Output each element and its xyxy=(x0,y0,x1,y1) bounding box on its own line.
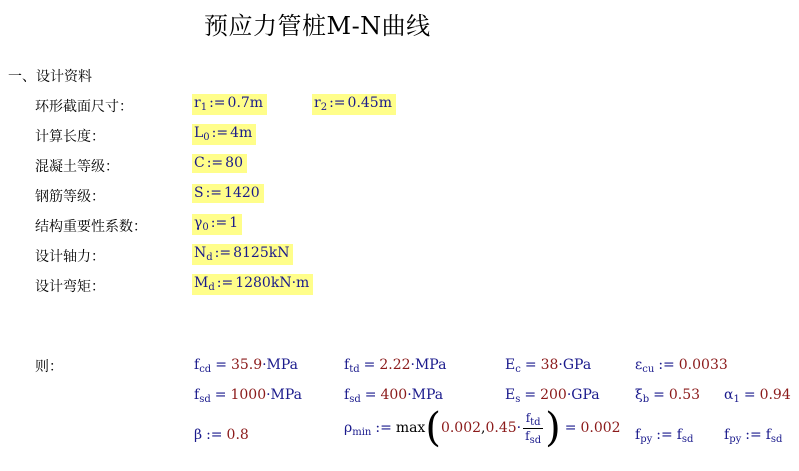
ec-value: 38 xyxy=(540,357,559,373)
r2-sub: 2 xyxy=(320,102,328,113)
fsd-prime-result: $f_{sd} = 400\cdot MPa$ xyxy=(344,387,444,405)
nd-var: N xyxy=(194,245,207,261)
l0-sub: 0 xyxy=(203,132,210,143)
r2-var: r xyxy=(314,95,321,111)
es-sub: s xyxy=(515,394,521,405)
l0-var: L xyxy=(194,125,204,141)
bending-moment-label: 设计弯矩： xyxy=(35,279,105,295)
ftd-sub: td xyxy=(349,364,360,375)
fpy1-var: f xyxy=(635,427,641,443)
rho-arg-b: 0.45 xyxy=(485,420,517,436)
nd-sub: d xyxy=(206,252,213,263)
concrete-grade-label: 混凝土等级： xyxy=(35,159,119,175)
fsd-prime-var: f xyxy=(344,387,350,403)
fpy1-rhs-sub: sd xyxy=(681,434,694,445)
r1-input[interactable]: $r_1$ := 0.7m xyxy=(192,94,267,115)
frac-num-var: f xyxy=(525,410,531,425)
importance-factor-label: 结构重要性系数： xyxy=(35,219,147,235)
r1-sub: 1 xyxy=(200,102,208,113)
xib-result: $\xi_b = 0.53$ xyxy=(635,387,701,405)
fcd-unit: ·MPa xyxy=(262,357,299,373)
beta-result: β := 0.8 xyxy=(194,427,249,443)
ftd-value: 2.22 xyxy=(379,357,411,373)
ftd-var: f xyxy=(344,357,350,373)
ring-size-label: 环形截面尺寸： xyxy=(35,99,133,115)
xib-sub: b xyxy=(642,394,650,405)
ec-result: $E_c = 38\cdot GPa$ xyxy=(505,357,592,375)
s-value: 1420 xyxy=(224,185,260,201)
fpy2-var: f xyxy=(724,427,730,443)
es-var: E xyxy=(505,387,516,403)
ecu-value: 0.0033 xyxy=(678,357,728,373)
rho-var: ρ xyxy=(344,420,353,436)
nd-input[interactable]: $N_d$ := 8125kN xyxy=(192,244,293,265)
r1-var: r xyxy=(194,95,201,111)
md-value: 1280kN·m xyxy=(235,275,310,291)
r2-value: 0.45m xyxy=(347,95,392,111)
md-var: M xyxy=(194,275,209,291)
fpy1-sub: py xyxy=(640,434,653,445)
s-var: S xyxy=(194,185,204,201)
ftd-unit: ·MPa xyxy=(410,357,447,373)
xib-var: ξ xyxy=(635,387,643,403)
calc-length-label: 计算长度： xyxy=(35,129,105,145)
gamma-sub: 0 xyxy=(202,222,209,233)
fsd-prime-sub: sd xyxy=(349,394,361,405)
axial-force-label: 设计轴力： xyxy=(35,249,105,265)
fpy2-sub: py xyxy=(729,434,742,445)
fcd-sub: cd xyxy=(199,364,212,375)
fsd-sub: sd xyxy=(199,394,211,405)
md-input[interactable]: $M_d$ := 1280kN·m xyxy=(192,274,313,295)
steel-grade-input[interactable]: S := 1420 xyxy=(192,184,264,203)
beta-var: β xyxy=(194,427,203,443)
fpy1-rhs-var: f xyxy=(676,427,682,443)
ftd-over-fsd-fraction xyxy=(523,411,543,446)
l0-value: 4m xyxy=(230,125,253,141)
right-paren: ) xyxy=(545,405,561,451)
md-sub: d xyxy=(208,282,215,293)
frac-den-sub: sd xyxy=(529,434,542,446)
c-value: 80 xyxy=(225,155,243,171)
nd-value: 8125kN xyxy=(233,245,290,261)
steel-grade-label: 钢筋等级： xyxy=(35,189,105,205)
fcd-value: 35.9 xyxy=(230,357,263,373)
fsd-prime-value: 400 xyxy=(380,387,408,403)
ecu-result: $\varepsilon_{cu}$ := 0.0033 xyxy=(635,357,728,375)
left-paren: ( xyxy=(425,405,441,451)
r2-input[interactable]: $r_2$ := 0.45m xyxy=(312,94,396,115)
fsd-result: $f_{sd} = 1000\cdot MPa$ xyxy=(194,387,303,405)
ftd-result: $f_{td} = 2.22\cdot MPa$ xyxy=(344,357,447,375)
ecu-var: ε xyxy=(635,357,643,373)
c-var: C xyxy=(194,155,205,171)
es-result: $E_s = 200\cdot GPa$ xyxy=(505,387,600,405)
xib-value: 0.53 xyxy=(668,387,701,403)
fpy2-rhs-var: f xyxy=(765,427,771,443)
alpha1-result: $\alpha_1 = 0.94$ xyxy=(724,387,791,405)
es-unit: ·GPa xyxy=(566,387,600,403)
ec-var: E xyxy=(505,357,516,373)
rho-sub: min xyxy=(352,427,372,438)
alpha1-sub: 1 xyxy=(733,394,740,405)
ec-unit: ·GPa xyxy=(558,357,592,373)
alpha1-value: 0.94 xyxy=(759,387,791,403)
rho-arg-a: 0.002 xyxy=(440,420,482,436)
ecu-sub: cu xyxy=(642,364,655,375)
gamma-value: 1 xyxy=(229,215,239,231)
gamma0-input[interactable]: $\gamma_0$ := 1 xyxy=(192,214,242,235)
section-heading: 一、设计资料 xyxy=(8,69,92,85)
fcd-var: f xyxy=(194,357,200,373)
fpy2-result: $f_{py}$ := $f_{sd}$ xyxy=(724,427,783,445)
es-value: 200 xyxy=(540,387,567,403)
fsd-var: f xyxy=(194,387,200,403)
gamma-var: γ xyxy=(194,215,203,231)
beta-value: 0.8 xyxy=(226,427,249,443)
page-title: 预应力管桩M-N曲线 xyxy=(204,12,431,40)
concrete-grade-input[interactable]: C := 80 xyxy=(192,154,247,173)
rho-min-result: $\rho_{min}$ := max(0.002,0.45· $\frac{f_{td}}{f_{sd}}$ ) = 0.002 xyxy=(344,405,621,451)
frac-num-sub: td xyxy=(530,416,541,428)
fcd-result: $f_{cd} = 35.9\cdot MPa$ xyxy=(194,357,299,375)
l0-input[interactable]: $L_0$ := 4m xyxy=(192,124,256,145)
fsd-prime-unit: ·MPa xyxy=(407,387,444,403)
rho-min-value: 0.002 xyxy=(580,420,621,436)
max-func: max xyxy=(395,420,426,436)
ec-sub: c xyxy=(515,364,521,375)
fsd-value: 1000 xyxy=(230,387,267,403)
frac-den-var: f xyxy=(525,428,530,443)
alpha1-var: α xyxy=(724,387,734,403)
fsd-unit: ·MPa xyxy=(266,387,303,403)
r1-value: 0.7m xyxy=(227,95,264,111)
results-label: 则： xyxy=(35,359,63,375)
fpy2-rhs-sub: sd xyxy=(770,434,783,445)
fpy1-result: $f_{py}$ := $f_{sd}$ xyxy=(635,427,694,445)
